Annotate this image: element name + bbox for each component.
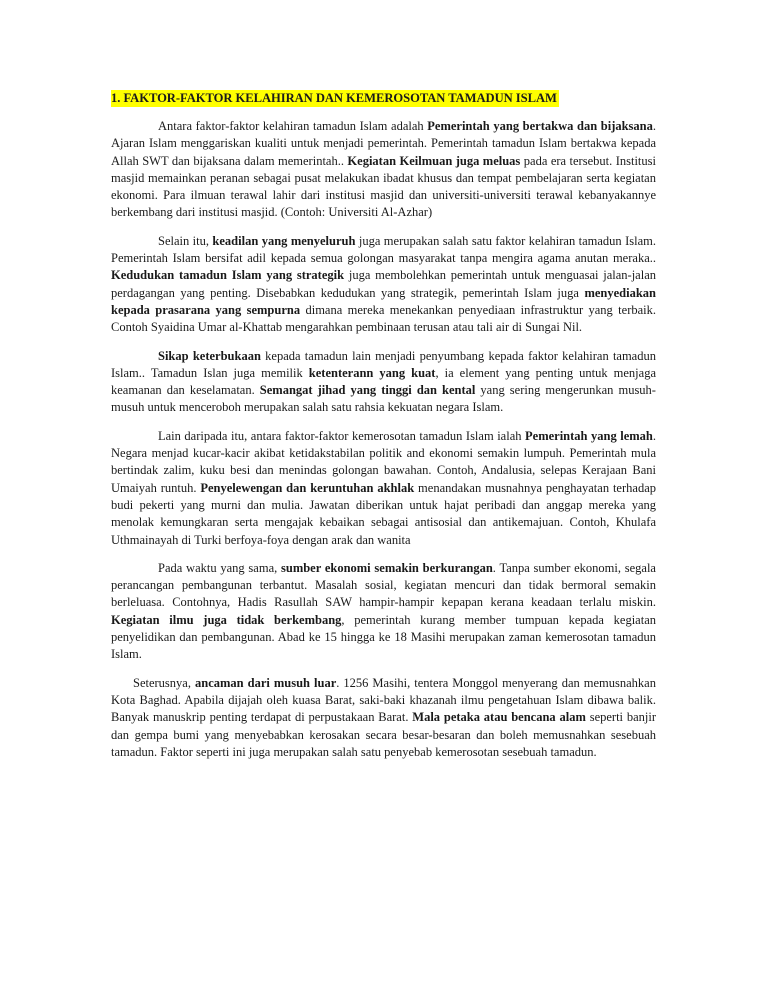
bold-phrase: Mala petaka atau bencana alam — [412, 710, 586, 725]
bold-phrase: Kegiatan ilmu juga tidak berkembang — [111, 612, 342, 627]
paragraph-4 — [111, 428, 656, 549]
paragraph-text: Antara faktor-faktor kelahiran tamadun Islam adalah — [158, 119, 428, 133]
bold-phrase: Pemerintah yang bertakwa dan bijaksana — [427, 119, 653, 133]
paragraph-text: juga membolehkan pemerintah untuk menguasai jalan-jalan perdagangan yang penting. Disebabkan kedudukan yang strategik, pemerintah Islam juga — [111, 268, 656, 300]
paragraph-text: menandakan musnahnya penghayatan terhadap budi pekerti yang murni dan mulia. Jawatan diberikan untuk hajat peribadi dan anggap mereka yang menolak kemungkaran serta mengajak kebaikan sebagai antisosial dan antikemajuan. Contoh, Khulafa Uthmainayah di Turki berfoya-foya dengan arak dan wanita — [111, 480, 656, 547]
paragraph-text: Seterusnya, — [133, 675, 195, 690]
paragraph-text: . Tanpa sumber ekonomi, segala perancangan pembangunan terbantut. Masalah sosial, kegiatan mencuri dan tidak bermoral semakin berleluasa. Contohnya, Hadis Rasullah SAW hampir-hampir kepapan kerana keadaan terlalu miskin. — [111, 560, 656, 610]
paragraph-text: dimana mereka menekankan penyediaan infrastruktur yang terbaik. Contoh Syaidina Umar al-Khattab mengarahkan pembinaan terusan atau tali air di Sungai Nil. — [111, 302, 657, 335]
paragraph-text: . Ajaran Islam menggariskan kualiti untuk menjadi pemerintah. Pemerintah tamadun Islam bertakwa kepada Allah SWT dan bijaksana dalam memerintah.. — [111, 119, 656, 168]
paragraph-text: pada era tersebut. Institusi masjid memainkan peranan sebagai pusat melakukan ibadat khusus dan tempat pembelajaran serta kegiatan ekonomi. Para ilmuan terawal lahir dari institusi masjid dan universiti-universiti terawal kebanyakannye berkembang dari institusi masjid. (Contoh: Universiti Al-Azhar) — [111, 153, 656, 220]
bold-phrase: Kedudukan tamadun Islam yang strategik — [111, 268, 345, 283]
bold-phrase: ketenterann yang kuat — [308, 365, 436, 380]
bold-phrase: Sikap keterbukaan — [158, 348, 261, 363]
bold-phrase: sumber ekonomi semakin berkurangan — [281, 560, 493, 575]
bold-phrase: menyediakan kepada prasarana yang sempurna — [111, 285, 656, 317]
paragraph-text: . 1256 Masihi, tentera Monggol menyerang dan memusnahkan Kota Baghad. Apabila dijajah oleh kuasa Barat, saki-baki khazanah ilmu pengetahuan Islam dibawa balik. Banyak manuskrip penting terdapat di perpustakaan Barat. — [111, 675, 656, 725]
bold-phrase: Penyelewengan dan keruntuhan akhlak — [200, 480, 415, 495]
document-page — [111, 89, 656, 772]
paragraph-text: . Negara menjad kucar-kacir akibat ketidakstabilan politik and ekonomi semakin lumpuh. Pemerintah mula bertindak zalim, kuku besi dan menindas golongan bawahan. Contoh, Andalusia, selepas Kerajaan Bani Umaiyah runtuh. — [111, 428, 656, 495]
paragraph-text: , ia element yang penting untuk menjaga keamanan dan keselamatan. — [111, 365, 656, 398]
paragraph-text: seperti banjir dan gempa bumi yang menyebabkan kerosakan secara besar-besaran dan boleh memusnahkan sesebuah tamadun. Faktor seperti ini juga merupakan salah satu penyebab kemerosotan sesebuah tamadun. — [111, 710, 656, 759]
bold-phrase: ancaman dari musuh luar — [195, 675, 337, 690]
paragraph-2 — [111, 233, 656, 337]
paragraph-text: Selain itu, — [158, 233, 213, 248]
bold-phrase: Kegiatan Keilmuan juga meluas — [347, 153, 521, 168]
paragraph-text: juga merupakan salah satu faktor kelahiran tamadun Islam. Pemerintah Islam bersifat adil kepada semua golongan masyarakat tanpa mengira agama anutan meraka.. — [111, 233, 656, 266]
section-heading: 1. FAKTOR-FAKTOR KELAHIRAN DAN KEMEROSOTAN TAMADUN ISLAM — [111, 91, 557, 105]
bold-phrase: keadilan yang menyeluruh — [212, 233, 356, 248]
bold-phrase: Semangat jihad yang tinggi dan kental — [259, 383, 476, 398]
paragraph-text: kepada tamadun lain menjadi penyumbang kepada faktor kelahiran tamadun Islam.. Tamadun Islan juga memilik — [111, 348, 656, 380]
paragraph-text: Pada waktu yang sama, — [158, 560, 281, 575]
paragraph-3 — [111, 348, 656, 417]
paragraph-text: Lain daripada itu, antara faktor-faktor kemerosotan tamadun Islam ialah — [158, 428, 526, 443]
paragraph-1 — [111, 118, 656, 222]
paragraph-text: yang sering mengerunkan musuh-musuh untuk menceroboh merupakan salah satu rahsia kekuatan negara Islam. — [111, 383, 656, 415]
paragraph-text: , pemerintah kurang member tumpuan kepada kegiatan penyelidikan dan pembangunan. Abad ke 15 hingga ke 18 Masihi merupakan zaman kemerosotan tamadun Islam. — [111, 612, 657, 662]
paragraph-6 — [111, 675, 656, 761]
bold-phrase: Pemerintah yang lemah — [525, 428, 653, 443]
paragraph-5 — [111, 560, 656, 664]
